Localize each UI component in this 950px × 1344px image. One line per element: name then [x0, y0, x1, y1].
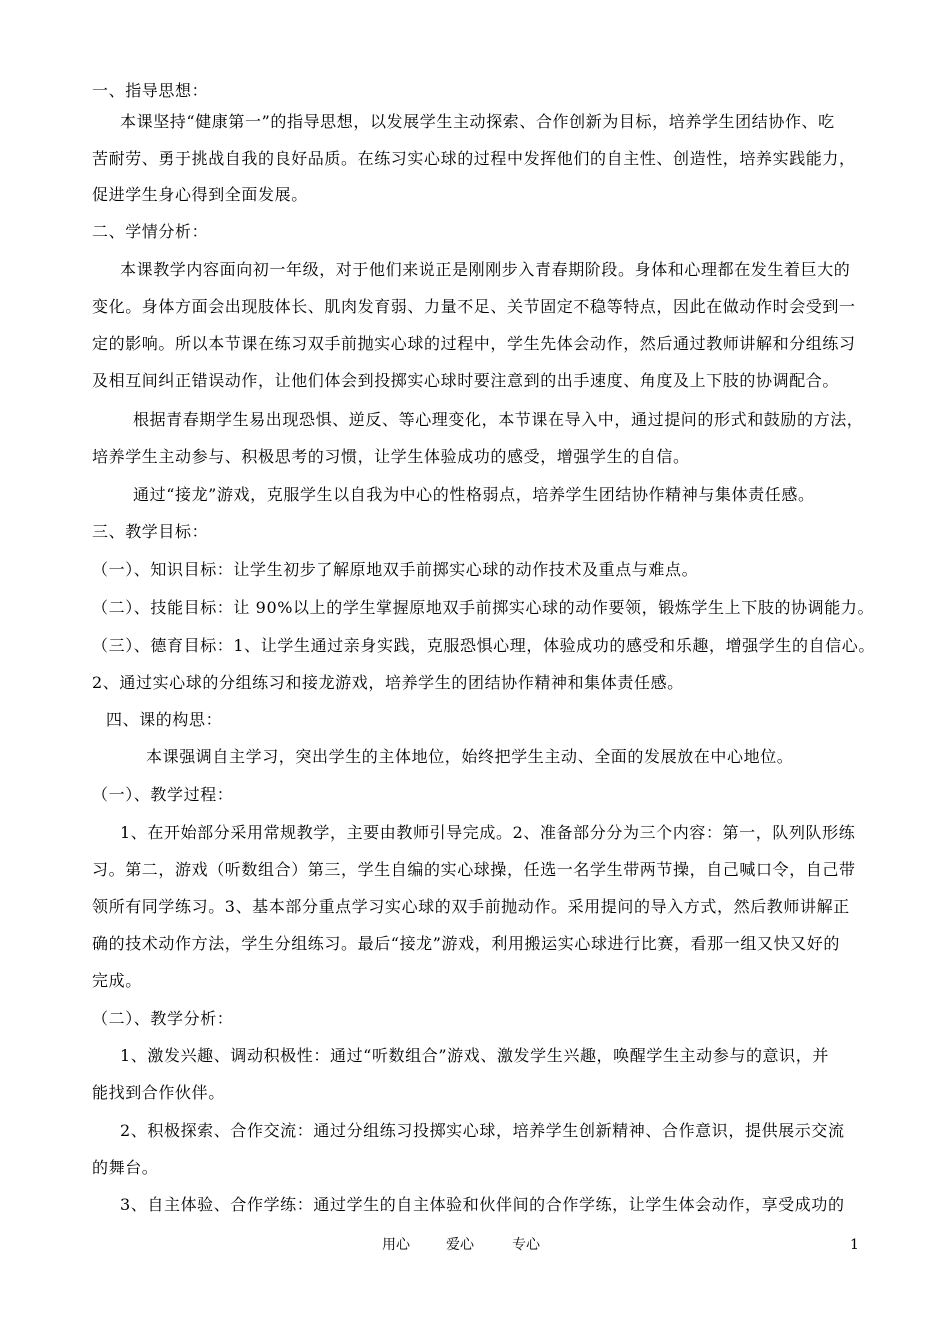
- paragraph-line: 本课坚持“健康第一”的指导思想，以发展学生主动探索、合作创新为目标，培养学生团结协作、吃: [120, 112, 835, 131]
- goal-line: 2、通过实心球的分组练习和接龙游戏，培养学生的团结协作精神和集体责任感。: [92, 673, 684, 692]
- paragraph-line: 及相互间纠正错误动作，让他们体会到投掷实心球时要注意到的出手速度、角度及上下肢的协调配合。: [92, 371, 840, 390]
- goal-line: （三）、德育目标：1、让学生通过亲身实践，克服恐惧心理，体验成功的感受和乐趣，增强学生的自信心。: [92, 636, 875, 655]
- section-heading-3: 三、教学目标：: [92, 522, 209, 541]
- paragraph-line: 2、积极探索、合作交流：通过分组练习投掷实心球，培养学生创新精神、合作意识，提供展示交流: [120, 1121, 845, 1140]
- goal-line: （二）、技能目标：让 90%以上的学生掌握原地双手前掷实心球的动作要领，锻炼学生上下肢的协调能力。: [92, 598, 875, 617]
- paragraph-line: 定的影响。所以本节课在练习双手前抛实心球的过程中，学生先体会动作，然后通过教师讲解和分组练习: [92, 334, 856, 353]
- paragraph-line: 根据青春期学生易出现恐惧、逆反、等心理变化，本节课在导入中，通过提问的形式和鼓励的方法，: [133, 410, 864, 429]
- paragraph-line: 完成。: [92, 971, 142, 990]
- paragraph-line: 1、激发兴趣、调动积极性：通过“听数组合”游戏、激发学生兴趣，唤醒学生主动参与的意识，并: [120, 1046, 829, 1065]
- paragraph-line: 促进学生身心得到全面发展。: [92, 185, 308, 204]
- subsection-heading: （二）、教学分析：: [92, 1009, 234, 1028]
- paragraph-line: 通过“接龙”游戏，克服学生以自我为中心的性格弱点，培养学生团结协作精神与集体责任感。: [133, 485, 815, 504]
- page-number: 1: [850, 1237, 859, 1253]
- paragraph-line: 苦耐劳、勇于挑战自我的良好品质。在练习实心球的过程中发挥他们的自主性、创造性，培养实践能力，: [92, 149, 856, 168]
- paragraph-line: 习。第二，游戏（听数组合）第三，学生自编的实心球操，任选一名学生带两节操，自己喊口令，自己带: [92, 860, 856, 879]
- paragraph-line: 3、自主体验、合作学练：通过学生的自主体验和伙伴间的合作学练，让学生体会动作，享受成功的: [120, 1195, 845, 1214]
- paragraph-line: 确的技术动作方法，学生分组练习。最后“接龙”游戏，利用搬运实心球进行比赛，看那一组又快又好的: [92, 934, 840, 953]
- paragraph-line: 本课强调自主学习，突出学生的主体地位，始终把学生主动、全面的发展放在中心地位。: [146, 747, 794, 766]
- paragraph-line: 本课教学内容面向初一年级，对于他们来说正是刚刚步入青春期阶段。身体和心理都在发生着巨大的: [120, 260, 851, 279]
- paragraph-line: 培养学生主动参与、积极思考的习惯，让学生体验成功的感受，增强学生的自信。: [92, 447, 690, 466]
- goal-line: （一）、知识目标：让学生初步了解原地双手前掷实心球的动作技术及重点与难点。: [92, 560, 699, 579]
- section-heading-2: 二、学情分析：: [92, 222, 209, 241]
- paragraph-line: 变化。身体方面会出现肢体长、肌肉发育弱、力量不足、关节固定不稳等特点，因此在做动作时会受到一: [92, 297, 856, 316]
- footer-right-text: 专心: [512, 1237, 540, 1253]
- section-heading-1: 一、指导思想：: [92, 81, 209, 100]
- paragraph-line: 的舞台。: [92, 1158, 159, 1177]
- paragraph-line: 能找到合作伙伴。: [92, 1083, 225, 1102]
- paragraph-line: 领所有同学练习。3、基本部分重点学习实心球的双手前抛动作。采用提问的导入方式，然后教师讲解正: [92, 897, 850, 916]
- footer-left-text: 用心: [382, 1237, 410, 1253]
- subsection-heading: （一）、教学过程：: [92, 785, 234, 804]
- paragraph-line: 1、在开始部分采用常规教学，主要由教师引导完成。2、准备部分分为三个内容：第一，队列队形练: [120, 823, 856, 842]
- footer-middle-text: 爱心: [446, 1237, 474, 1253]
- section-heading-4: 四、课的构思：: [106, 710, 223, 729]
